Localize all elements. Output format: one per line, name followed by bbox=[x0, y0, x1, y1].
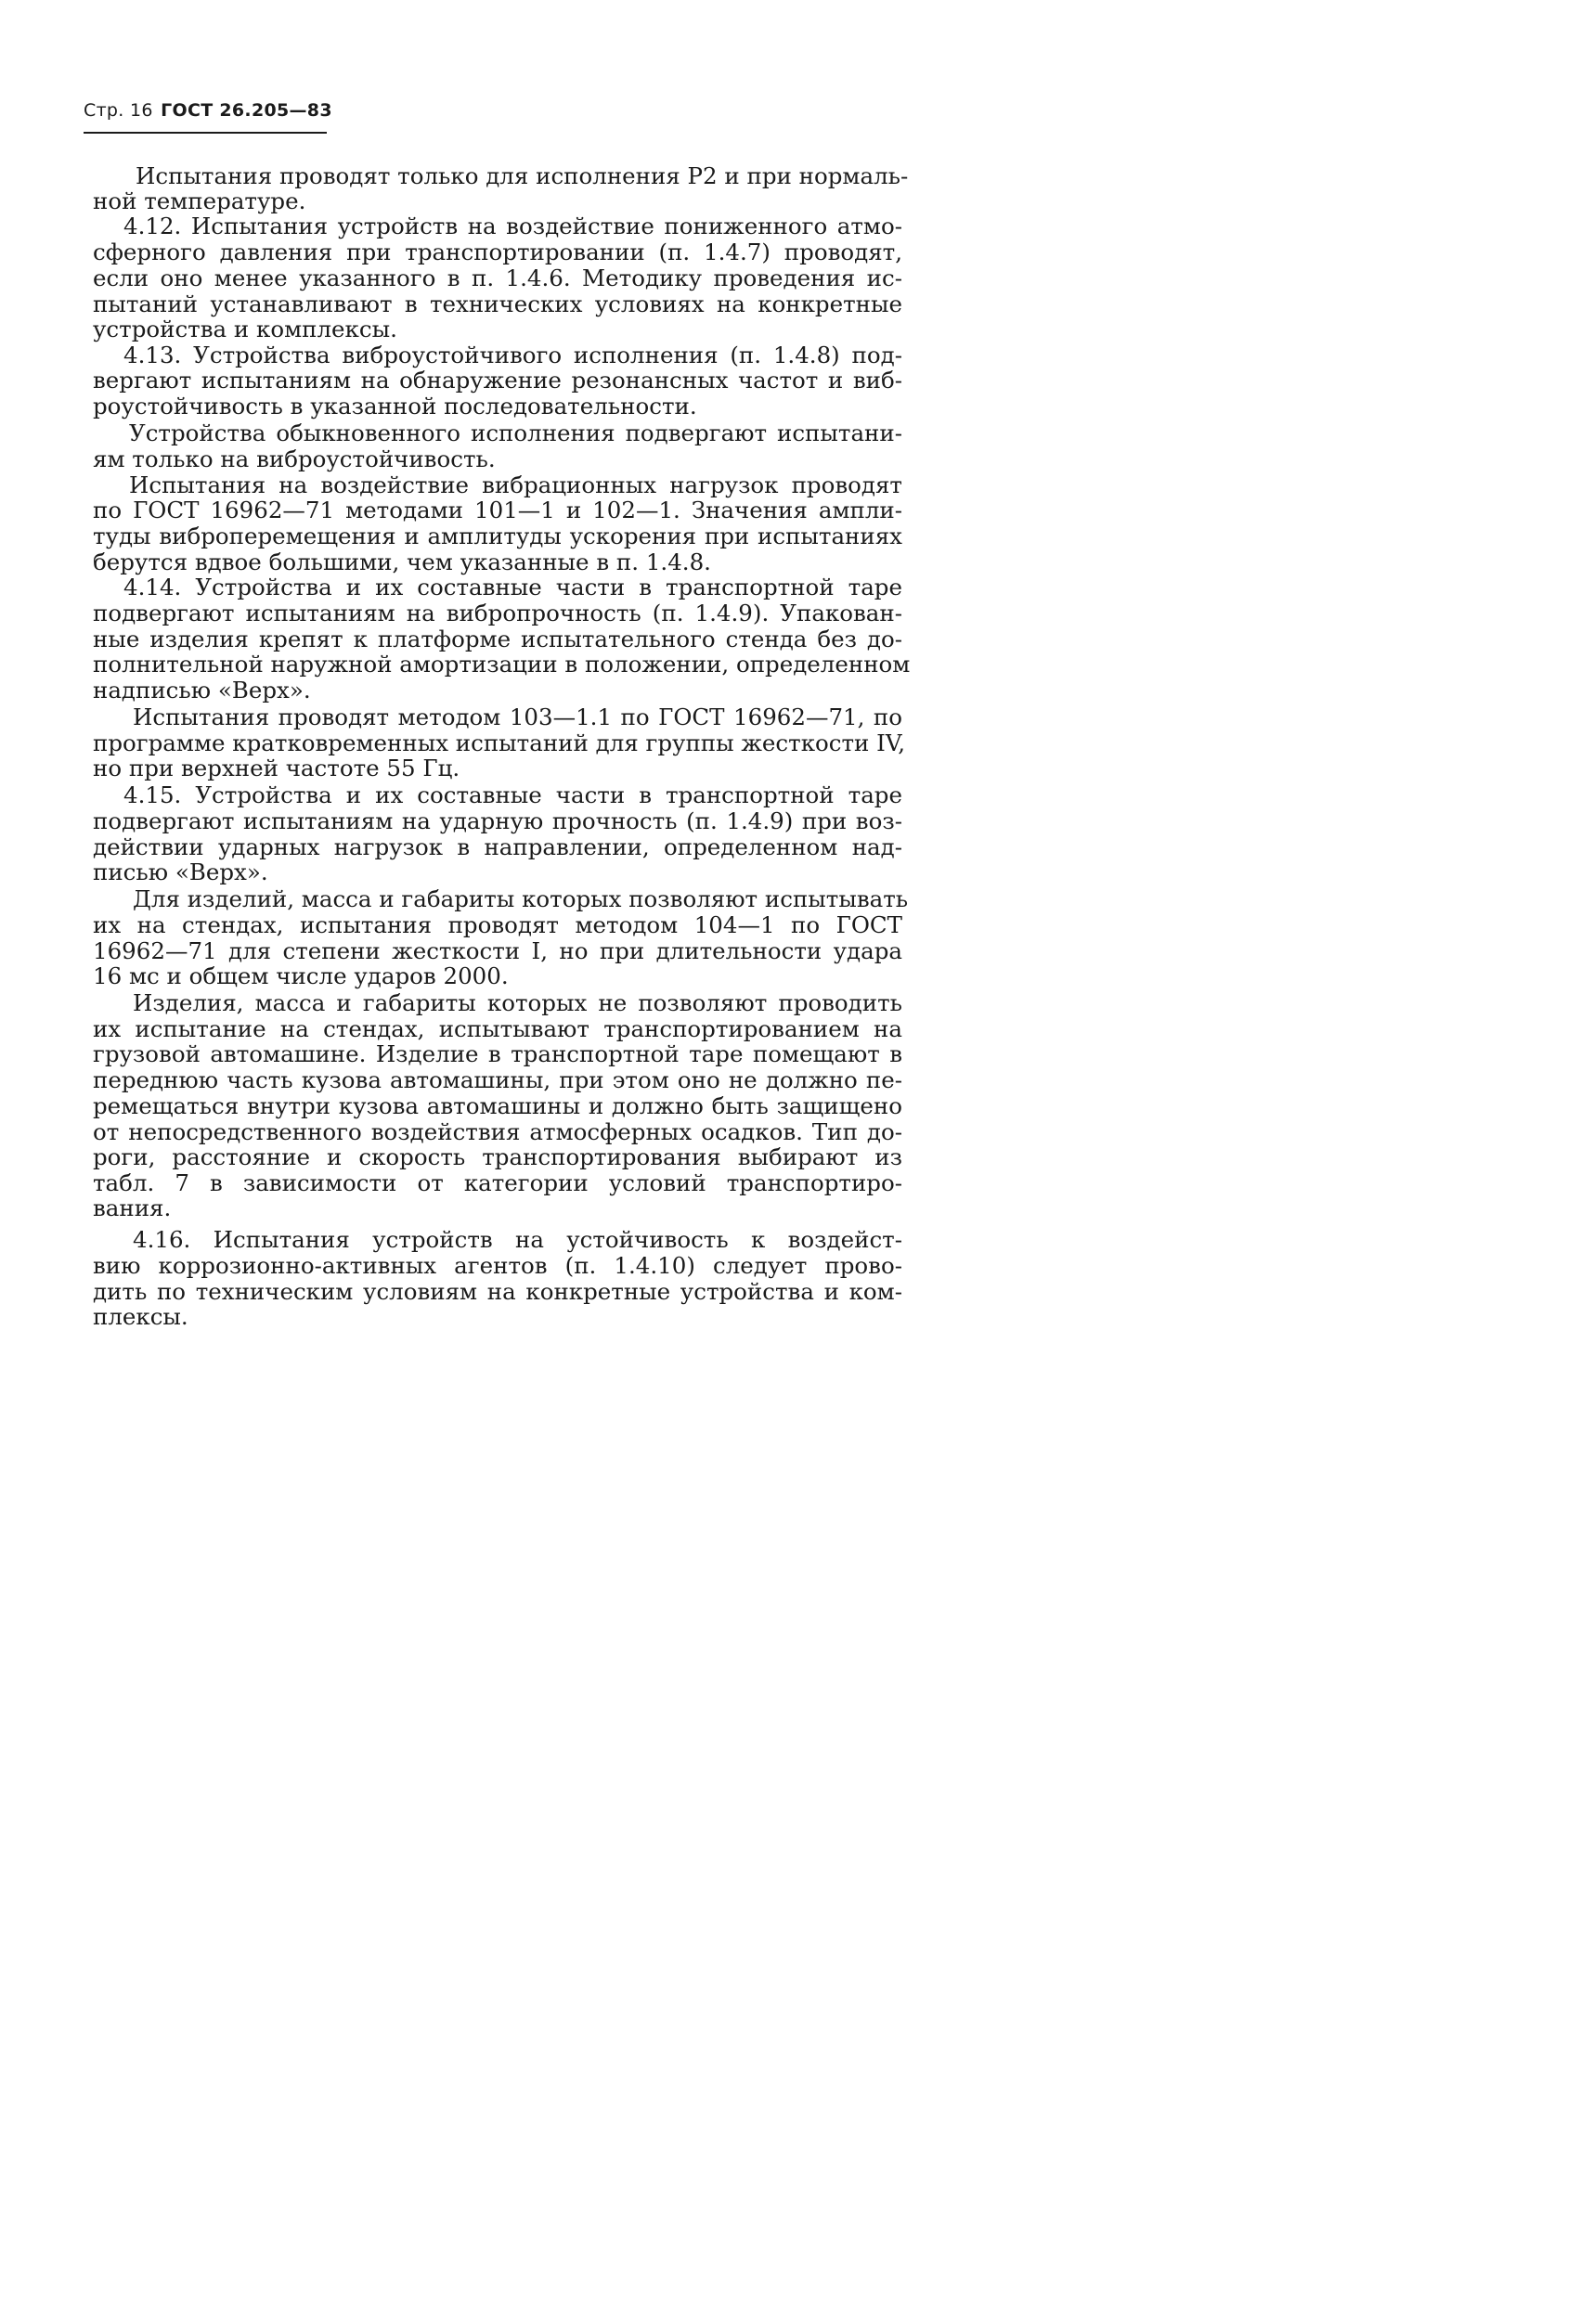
text-line: если оно менее указанного в п. 1.4.6. Методику проведения ис- bbox=[93, 265, 902, 291]
text-line: устройства и комплексы. bbox=[93, 316, 397, 342]
text-line: Испытания на воздействие вибрационных нагрузок проводят bbox=[129, 471, 902, 498]
text-line: грузовой автомашине. Изделие в транспортной таре помещают в bbox=[93, 1040, 902, 1067]
document-code: ГОСТ 26.205—83 bbox=[161, 100, 332, 121]
text-line: 16962—71 для степени жесткости I, но при длительности удара bbox=[93, 937, 902, 964]
text-line: полнительной наружной амортизации в положении, определенном bbox=[93, 651, 911, 678]
text-body bbox=[0, 0, 998, 1465]
text-line: 4.15. Устройства и их составные части в транспортной таре bbox=[123, 781, 902, 808]
text-line: ям только на виброустойчивость. bbox=[93, 445, 496, 472]
text-line: роустойчивость в указанной последовательности. bbox=[93, 393, 697, 420]
text-line: ной температуре. bbox=[93, 187, 306, 214]
text-line: но при верхней частоте 55 Гц. bbox=[93, 755, 460, 781]
text-line: их испытание на стендах, испытывают транспортированием на bbox=[93, 1015, 902, 1042]
text-line: их на стендах, испытания проводят методом 104—1 по ГОСТ bbox=[93, 911, 902, 938]
text-line: надписью «Верх». bbox=[93, 677, 311, 704]
text-line: от непосредственного воздействия атмосферных осадков. Тип до- bbox=[93, 1118, 902, 1145]
text-line: 4.16. Испытания устройств на устойчивость к воздейст- bbox=[133, 1226, 902, 1253]
page-number: Стр. 16 bbox=[84, 100, 153, 121]
text-line: вания. bbox=[93, 1194, 172, 1221]
text-line: Изделия, масса и габариты которых не позволяют проводить bbox=[133, 989, 902, 1016]
text-line: Для изделий, масса и габариты которых позволяют испытывать bbox=[133, 885, 909, 912]
text-line: по ГОСТ 16962—71 методами 101—1 и 102—1. Значения ампли- bbox=[93, 497, 902, 523]
text-line: вию коррозионно-активных агентов (п. 1.4.10) следует прово- bbox=[93, 1252, 902, 1279]
text-line: Испытания проводят методом 103—1.1 по ГОСТ 16962—71, по bbox=[133, 704, 902, 730]
text-line: дить по техническим условиям на конкретные устройства и ком- bbox=[93, 1278, 902, 1305]
text-line: подвергают испытаниям на ударную прочность (п. 1.4.9) при воз- bbox=[93, 807, 902, 834]
text-line: Устройства обыкновенного исполнения подвергают испытани- bbox=[129, 420, 902, 446]
text-line: 4.13. Устройства виброустойчивого исполнения (п. 1.4.8) под- bbox=[123, 342, 902, 368]
text-line: вергают испытаниям на обнаружение резонансных частот и виб- bbox=[93, 367, 902, 394]
text-line: 4.12. Испытания устройств на воздействие пониженного атмо- bbox=[123, 213, 902, 239]
text-line: действии ударных нагрузок в направлении, определенном над- bbox=[93, 833, 902, 860]
text-line: ремещаться внутри кузова автомашины и должно быть защищено bbox=[93, 1092, 902, 1119]
text-line: туды виброперемещения и амплитуды ускорения при испытаниях bbox=[93, 523, 902, 549]
text-line: пытаний устанавливают в технических условиях на конкретные bbox=[93, 290, 902, 317]
text-line: ные изделия крепят к платформе испытательного стенда без до- bbox=[93, 626, 902, 652]
text-line: 4.14. Устройства и их составные части в транспортной таре bbox=[123, 574, 902, 600]
text-line: писью «Верх». bbox=[93, 859, 268, 885]
text-line: берутся вдвое большими, чем указанные в п. 1.4.8. bbox=[93, 549, 711, 575]
text-line: сферного давления при транспортировании (п. 1.4.7) проводят, bbox=[93, 239, 902, 265]
text-line: переднюю часть кузова автомашины, при этом оно не должно пе- bbox=[93, 1066, 902, 1093]
text-line: плексы. bbox=[93, 1303, 188, 1330]
text-line: табл. 7 в зависимости от категории условий транспортиро- bbox=[93, 1169, 902, 1196]
text-line: 16 мс и общем числе ударов 2000. bbox=[93, 962, 509, 989]
text-line: роги, расстояние и скорость транспортирования выбирают из bbox=[93, 1143, 902, 1170]
text-line: программе кратковременных испытаний для группы жесткости IV, bbox=[93, 729, 906, 756]
text-line: Испытания проводят только для исполнения Р2 и при нормаль- bbox=[136, 162, 909, 189]
text-line: подвергают испытаниям на вибропрочность (п. 1.4.9). Упакован- bbox=[93, 600, 902, 626]
